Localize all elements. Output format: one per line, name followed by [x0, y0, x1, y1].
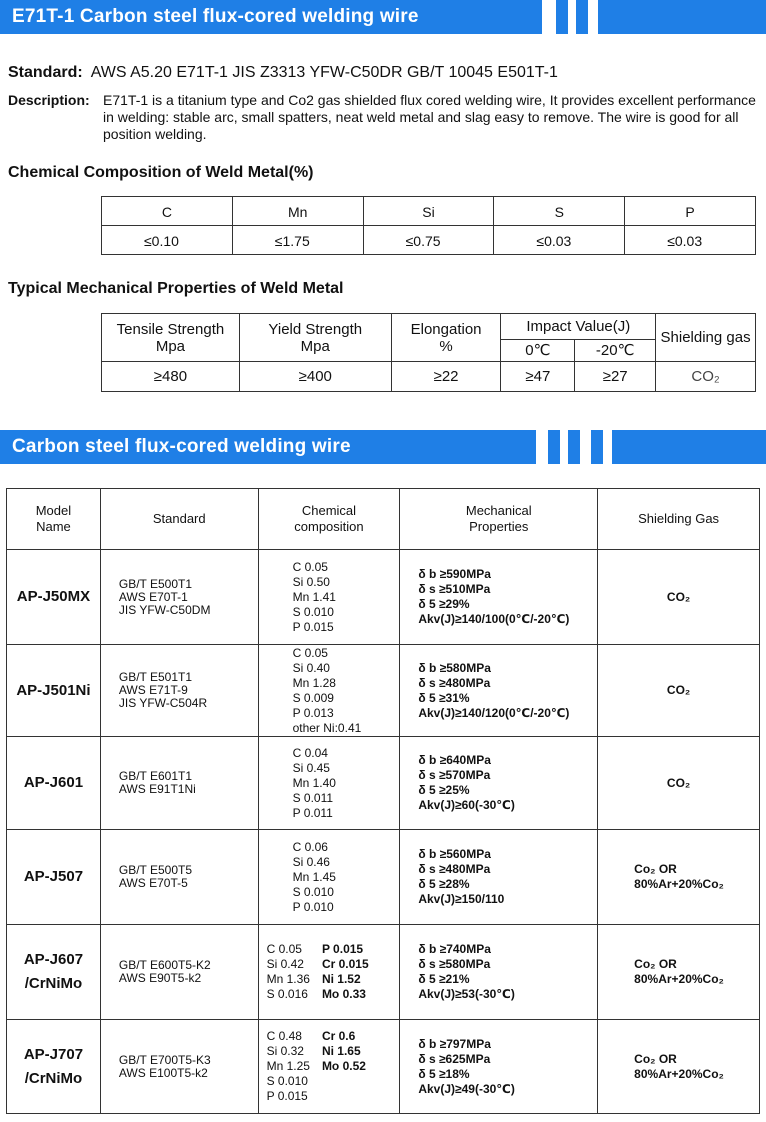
chem-col-left: [267, 942, 310, 1002]
table-row: [7, 1020, 760, 1114]
mech-line: δ b ≥740MPa: [418, 942, 491, 956]
mech-value-row: [102, 362, 756, 392]
mech-cell: [400, 737, 598, 830]
mech-line: δ b ≥640MPa: [418, 753, 491, 767]
gas-header: Shielding gas: [656, 314, 756, 362]
chem-line: Mo 0.52: [321, 1059, 366, 1073]
banner-block: [576, 0, 588, 34]
model-name: [7, 550, 101, 645]
yield-header-line1: Yield Strength: [268, 320, 363, 338]
banner-block: [548, 430, 560, 464]
standard-line: JIS YFW-C504R: [118, 696, 208, 710]
impact-0c-header: 0℃: [501, 340, 575, 362]
chem-line: Ni 1.65: [321, 1044, 361, 1058]
standard-line: AWS E71T-9: [118, 683, 188, 697]
mech-line: Akv(J)≥60(-30℃): [418, 798, 515, 812]
table-row: [7, 830, 760, 925]
model-name: [7, 925, 101, 1020]
standard-label: Standard:: [8, 64, 83, 81]
mech-cell: [400, 830, 598, 925]
chem-line: Mo 0.33: [321, 987, 366, 1001]
product-header-row: [7, 489, 760, 550]
mech-line: δ s ≥625MPa: [418, 1051, 491, 1066]
table-row: [7, 925, 760, 1020]
standard-cell: [100, 1020, 258, 1114]
mech-line: δ s ≥480MPa: [418, 862, 491, 876]
model-line1: AP-J601: [23, 774, 84, 791]
chem-line: C 0.05: [292, 559, 328, 574]
yield-value: ≥400: [239, 362, 391, 392]
chem-cell: [258, 830, 400, 925]
chem-col-left: [267, 1029, 310, 1104]
chem-cell: [258, 645, 400, 737]
gas-cell: [598, 550, 760, 645]
chem-value-p: ≤0.03: [625, 226, 756, 255]
table-row: [7, 645, 760, 737]
chem-line: other Ni:0.41: [292, 720, 362, 735]
impact-minus20c-value: ≥27: [575, 362, 656, 392]
chem-header-si: Si: [363, 197, 494, 226]
table-row: [7, 737, 760, 830]
chem-header: [258, 489, 400, 550]
chem-cell: [258, 737, 400, 830]
mech-line: δ 5 ≥25%: [418, 783, 470, 797]
chem-line: Si 0.46: [292, 854, 330, 869]
standard-line: AWS E70T-5: [118, 876, 188, 890]
banner-block: [568, 430, 580, 464]
chem-cell: [258, 1020, 400, 1114]
gas-cell: [598, 1020, 760, 1114]
chem-line: P 0.015: [266, 1089, 308, 1103]
mech-line: Akv(J)≥140/120(0℃/-20℃): [418, 705, 570, 720]
chem-section-title: Chemical Composition of Weld Metal(%): [8, 164, 314, 181]
standard-cell: [100, 645, 258, 737]
chem-line: P 0.013: [292, 705, 334, 720]
chem-line: P 0.015: [292, 619, 334, 634]
gas-cell: [598, 925, 760, 1020]
gas-value: CO₂: [656, 362, 756, 392]
standard-line: AWS E100T5-k2: [118, 1065, 208, 1080]
chem-line: Cr 0.6: [321, 1029, 356, 1043]
mech-line: δ b ≥797MPa: [418, 1036, 491, 1051]
model-line1: AP-J607: [23, 951, 84, 968]
mech-header-row: [102, 314, 756, 340]
banner-block: [612, 430, 766, 464]
chem-line: S 0.010: [292, 604, 334, 619]
standard-cell: [100, 737, 258, 830]
model-name: [7, 645, 101, 737]
impact-0c-value: ≥47: [501, 362, 575, 392]
standard-value: AWS A5.20 E71T-1 JIS Z3313 YFW-C50DR GB/T 10045 E501T-1: [90, 64, 558, 81]
chem-header-s: S: [494, 197, 625, 226]
tensile-header-line1: Tensile Strength: [116, 320, 225, 338]
chem-header-c: C: [102, 197, 233, 226]
mech-cell: [400, 645, 598, 737]
standard-line: GB/T E600T5-K2: [118, 958, 211, 972]
chem-value-c: ≤0.10: [102, 226, 233, 255]
standard-cell: [100, 925, 258, 1020]
standard-line: AWS E90T5-k2: [118, 971, 202, 985]
banner-block: [591, 430, 603, 464]
model-line1: AP-J50MX: [16, 588, 91, 605]
yield-header: [239, 314, 391, 362]
model-line1: AP-J501Ni: [16, 681, 91, 699]
elongation-header-line2: %: [439, 337, 453, 355]
elongation-header: [391, 314, 501, 362]
chem-header-p: P: [625, 197, 756, 226]
mech-line: δ s ≥510MPa: [418, 582, 491, 596]
section-banner: [0, 430, 766, 464]
model-header-line1: Model: [35, 503, 72, 518]
tensile-header: [102, 314, 240, 362]
chem-header-mn: Mn: [232, 197, 363, 226]
description-label: Description:: [8, 92, 90, 108]
gas-line: Co₂ OR: [634, 1051, 677, 1066]
chem-header-line1: Chemical: [301, 503, 357, 518]
model-name: [7, 830, 101, 925]
chem-line: Si 0.32: [266, 1044, 304, 1058]
chem-col-right: [322, 942, 369, 1002]
impact-header: Impact Value(J): [501, 314, 656, 340]
gas-line: CO₂: [666, 683, 691, 697]
mech-line: δ b ≥560MPa: [418, 847, 491, 861]
chem-line: P 0.015: [321, 942, 364, 956]
mech-line: δ 5 ≥21%: [418, 972, 470, 986]
gas-header: Shielding Gas: [598, 489, 760, 550]
mech-cell: [400, 1020, 598, 1114]
banner-block: [598, 0, 766, 34]
standard-line: [8, 64, 558, 82]
mech-table: [101, 313, 756, 392]
model-header-line2: Name: [36, 519, 71, 534]
standard-line: GB/T E501T1: [118, 670, 193, 684]
model-line2: /CrNiMo: [24, 975, 83, 992]
gas-line: 80%Ar+20%Co₂: [634, 877, 724, 891]
gas-line: CO₂: [666, 775, 691, 790]
elongation-header-line1: Elongation: [410, 320, 482, 338]
mech-line: δ b ≥580MPa: [418, 660, 491, 675]
gas-line: Co₂ OR: [634, 957, 677, 971]
chem-line: Si 0.50: [292, 574, 330, 589]
mech-header: [400, 489, 598, 550]
description-text: E71T-1 is a titanium type and Co2 gas shielded flux cored welding wire, It provides excellent performance in welding: stable arc, small spatters, neat weld metal and slag easy to remove. The wire is good for all position welding.: [103, 92, 756, 142]
tensile-header-line2: Mpa: [155, 337, 186, 355]
mech-cell: [400, 925, 598, 1020]
mech-line: δ 5 ≥18%: [418, 1066, 470, 1081]
chem-line: Si 0.42: [266, 957, 304, 971]
model-line2: /CrNiMo: [24, 1069, 83, 1087]
standard-line: GB/T E601T1: [118, 769, 193, 783]
banner-block: [556, 0, 568, 34]
standard-line: AWS E91T1Ni: [118, 782, 196, 796]
standard-line: GB/T E500T5: [118, 863, 193, 877]
gas-line: 80%Ar+20%Co₂: [634, 972, 724, 986]
gas-cell: [598, 830, 760, 925]
product-table: [6, 488, 760, 1114]
standard-cell: [100, 830, 258, 925]
chem-line: Mn 1.25: [266, 1059, 310, 1073]
yield-header-line2: Mpa: [300, 337, 330, 355]
chem-line: C 0.05: [292, 645, 328, 660]
chem-table: [101, 196, 756, 255]
standard-line: JIS YFW-C50DM: [118, 602, 211, 617]
standard-header: Standard: [100, 489, 258, 550]
chem-cell: [258, 925, 400, 1020]
mech-line: δ 5 ≥31%: [418, 690, 470, 705]
elongation-value: ≥22: [391, 362, 501, 392]
chem-line: S 0.016: [266, 987, 308, 1001]
mech-line: δ b ≥590MPa: [418, 567, 491, 581]
gas-line: 80%Ar+20%Co₂: [634, 1066, 724, 1081]
tensile-value: ≥480: [102, 362, 240, 392]
impact-minus20c-header: -20℃: [575, 340, 656, 362]
table-row: [7, 550, 760, 645]
chem-value-row: [102, 226, 756, 255]
chem-line: S 0.009: [292, 690, 334, 705]
gas-line: Co₂ OR: [634, 862, 677, 876]
standard-line: GB/T E700T5-K3: [118, 1052, 211, 1067]
gas-line: CO₂: [666, 589, 691, 604]
chem-line: C 0.05: [266, 942, 302, 956]
chem-line: P 0.010: [292, 899, 334, 914]
standard-line: GB/T E500T1: [118, 576, 193, 591]
chem-value-si: ≤0.75: [363, 226, 494, 255]
model-name: [7, 1020, 101, 1114]
mech-line: δ 5 ≥29%: [418, 597, 470, 611]
mech-line: δ s ≥580MPa: [418, 957, 491, 971]
chem-line: Si 0.40: [292, 660, 330, 675]
model-name: [7, 737, 101, 830]
gas-cell: [598, 737, 760, 830]
chem-line: S 0.010: [266, 1074, 308, 1088]
chem-line: Cr 0.015: [321, 957, 369, 971]
mech-section-title: Typical Mechanical Properties of Weld Metal: [8, 280, 344, 297]
chem-header-line2: composition: [294, 519, 364, 534]
banner-title: Carbon steel flux-cored welding wire: [12, 436, 351, 457]
standard-cell: [100, 550, 258, 645]
mech-header-line2: Properties: [469, 519, 529, 534]
mech-line: Akv(J)≥140/100(0℃/-20℃): [418, 612, 570, 626]
top-banner: [0, 0, 766, 34]
chem-line: Ni 1.52: [321, 972, 361, 986]
chem-line: S 0.010: [292, 884, 334, 899]
model-line1: AP-J507: [23, 868, 84, 885]
chem-line: S 0.011: [292, 790, 334, 805]
chem-line: C 0.06: [292, 839, 328, 854]
mech-line: Akv(J)≥49(-30℃): [418, 1081, 515, 1096]
mech-header-line1: Mechanical: [465, 503, 532, 518]
chem-line: C 0.04: [292, 745, 328, 760]
chem-line: Mn 1.28: [292, 675, 336, 690]
model-line1: AP-J707: [23, 1045, 84, 1063]
banner-title: E71T-1 Carbon steel flux-cored welding wire: [12, 6, 419, 27]
mech-cell: [400, 550, 598, 645]
chem-line: Si 0.45: [292, 760, 330, 775]
chem-line: Mn 1.45: [292, 869, 336, 884]
mech-line: δ 5 ≥28%: [418, 877, 470, 891]
mech-line: δ s ≥570MPa: [418, 768, 491, 782]
chem-header-row: [102, 197, 756, 226]
mech-line: Akv(J)≥150/110: [418, 892, 505, 906]
model-header: [7, 489, 101, 550]
chem-value-mn: ≤1.75: [232, 226, 363, 255]
chem-col-right: [322, 1029, 366, 1074]
chem-line: P 0.011: [292, 805, 333, 820]
gas-cell: [598, 645, 760, 737]
chem-line: Mn 1.36: [266, 972, 310, 986]
mech-line: δ s ≥480MPa: [418, 675, 491, 690]
chem-line: Mn 1.40: [292, 775, 336, 790]
chem-cell: [258, 550, 400, 645]
standard-line: AWS E70T-1: [118, 589, 188, 604]
chem-value-s: ≤0.03: [494, 226, 625, 255]
mech-line: Akv(J)≥53(-30℃): [418, 987, 515, 1001]
chem-line: Mn 1.41: [292, 589, 336, 604]
chem-line: C 0.48: [266, 1029, 302, 1043]
